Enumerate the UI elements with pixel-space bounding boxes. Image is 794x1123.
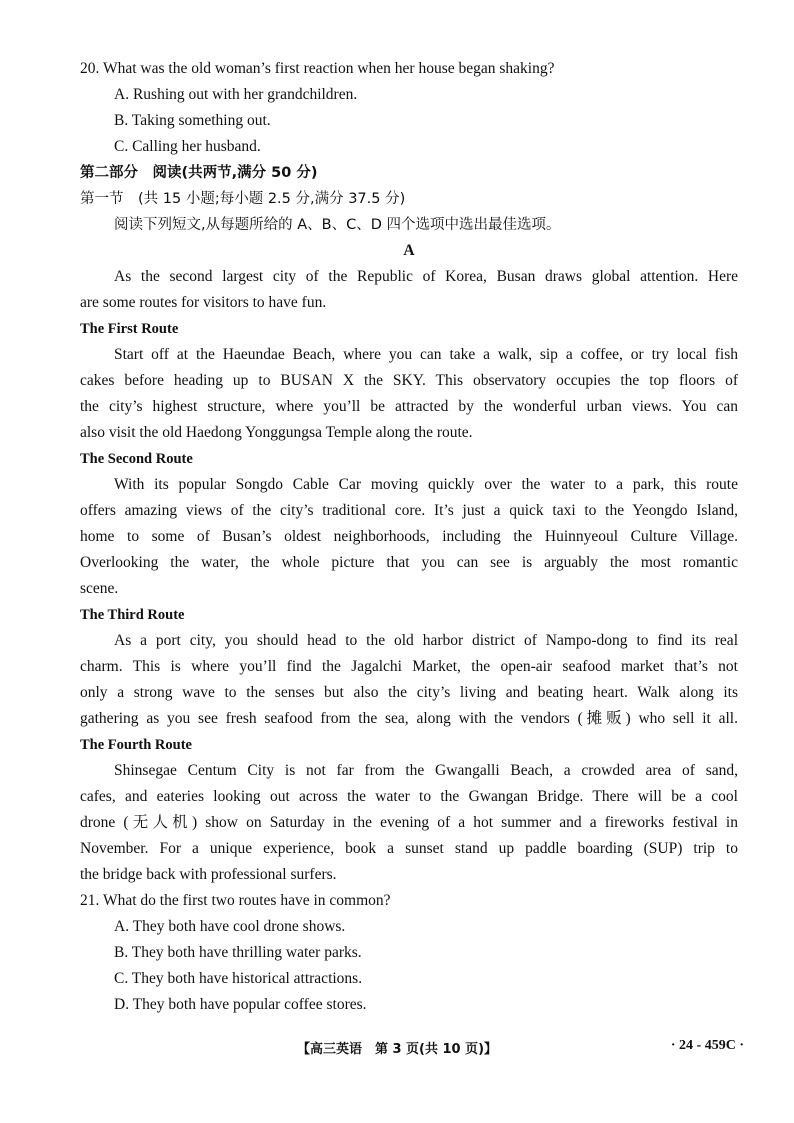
route-third	[80, 602, 738, 732]
route-first	[80, 316, 738, 446]
route-title: The Fourth Route	[80, 737, 192, 753]
route-text-line: the bridge back with professional surfers.	[80, 866, 337, 883]
question-20	[80, 56, 738, 160]
route-second	[80, 446, 738, 602]
route-text-line: gathering as you see fresh seafood from the sea, along with the vendors (摊贩) who sell it all.	[80, 710, 738, 727]
route-text-line: also visit the old Haedong Yonggungsa Temple along the route.	[80, 424, 473, 441]
answer-option-c: C. They both have historical attractions.	[114, 970, 363, 987]
route-title: The Third Route	[80, 607, 185, 623]
section-heading: 第一节 (共 15 小题;每小题 2.5 分,满分 37.5 分)	[80, 191, 406, 207]
route-text-line: offers amazing views of the city’s traditional core. It’s just a quick taxi to the Yeongdo Island,	[80, 502, 738, 519]
route-title: The Second Route	[80, 451, 193, 467]
question-stem: 20. What was the old woman’s first reaction when her house began shaking?	[80, 60, 555, 77]
route-text-line: Overlooking the water, the whole picture that you can see is arguably the most romantic	[80, 554, 738, 571]
question-stem: 21. What do the first two routes have in common?	[80, 892, 391, 909]
answer-option-b: B. Taking something out.	[114, 112, 271, 129]
route-text-line: only a strong wave to the senses but also the city’s living and beating heart. Walk along its	[80, 684, 738, 701]
route-text-line: home to some of Busan’s oldest neighborhoods, including the Huinnyeoul Culture Village.	[80, 528, 738, 545]
route-text-line: drone (无人机) show on Saturday in the evening of a hot summer and a fireworks festival in	[80, 814, 738, 831]
route-text-line: scene.	[80, 580, 119, 597]
exam-code: · 24 - 459C ·	[670, 1038, 744, 1053]
route-text-line: With its popular Songdo Cable Car moving quickly over the water to a park, this route	[114, 476, 738, 493]
passage-intro-line: As the second largest city of the Republic of Korea, Busan draws global attention. Here	[114, 268, 738, 285]
answer-option-a: A. Rushing out with her grandchildren.	[114, 86, 358, 103]
answer-option-b: B. They both have thrilling water parks.	[114, 944, 362, 961]
instruction-text: 阅读下列短文,从每题所给的 A、B、C、D 四个选项中选出最佳选项。	[114, 217, 561, 233]
route-text-line: charm. This is where you’ll find the Jagalchi Market, the open-air seafood market that’s not	[80, 658, 738, 675]
passage-letter: A	[403, 242, 415, 259]
route-text-line: cafes, and eateries looking out across the water to the Gwangan Bridge. There will be a cool	[80, 788, 738, 805]
passage-a	[80, 238, 738, 888]
route-text-line: the city’s highest structure, where you’ll be attracted by the wonderful urban views. You can	[80, 398, 738, 415]
question-21	[80, 888, 738, 1018]
page-number-label: 【高三英语 第 3 页(共 10 页)】	[296, 1042, 498, 1057]
exam-page	[80, 56, 738, 1018]
passage-intro-line: are some routes for visitors to have fun.	[80, 294, 327, 311]
answer-option-d: D. They both have popular coffee stores.	[114, 996, 367, 1013]
part-heading: 第二部分 阅读(共两节,满分 50 分)	[80, 165, 318, 181]
route-text-line: cakes before heading up to BUSAN X the SKY. This observatory occupies the top floors of	[80, 372, 738, 389]
route-fourth	[80, 732, 738, 888]
route-text-line: November. For a unique experience, book a sunset stand up paddle boarding (SUP) trip to	[80, 840, 738, 857]
page-footer	[0, 1038, 794, 1062]
route-title: The First Route	[80, 321, 179, 337]
route-text-line: As a port city, you should head to the old harbor district of Nampo-dong to find its real	[114, 632, 738, 649]
route-text-line: Start off at the Haeundae Beach, where you can take a walk, sip a coffee, or try local fish	[114, 346, 738, 363]
answer-option-a: A. They both have cool drone shows.	[114, 918, 346, 935]
answer-option-c: C. Calling her husband.	[114, 138, 261, 155]
route-text-line: Shinsegae Centum City is not far from the Gwangalli Beach, a crowded area of sand,	[114, 762, 738, 779]
